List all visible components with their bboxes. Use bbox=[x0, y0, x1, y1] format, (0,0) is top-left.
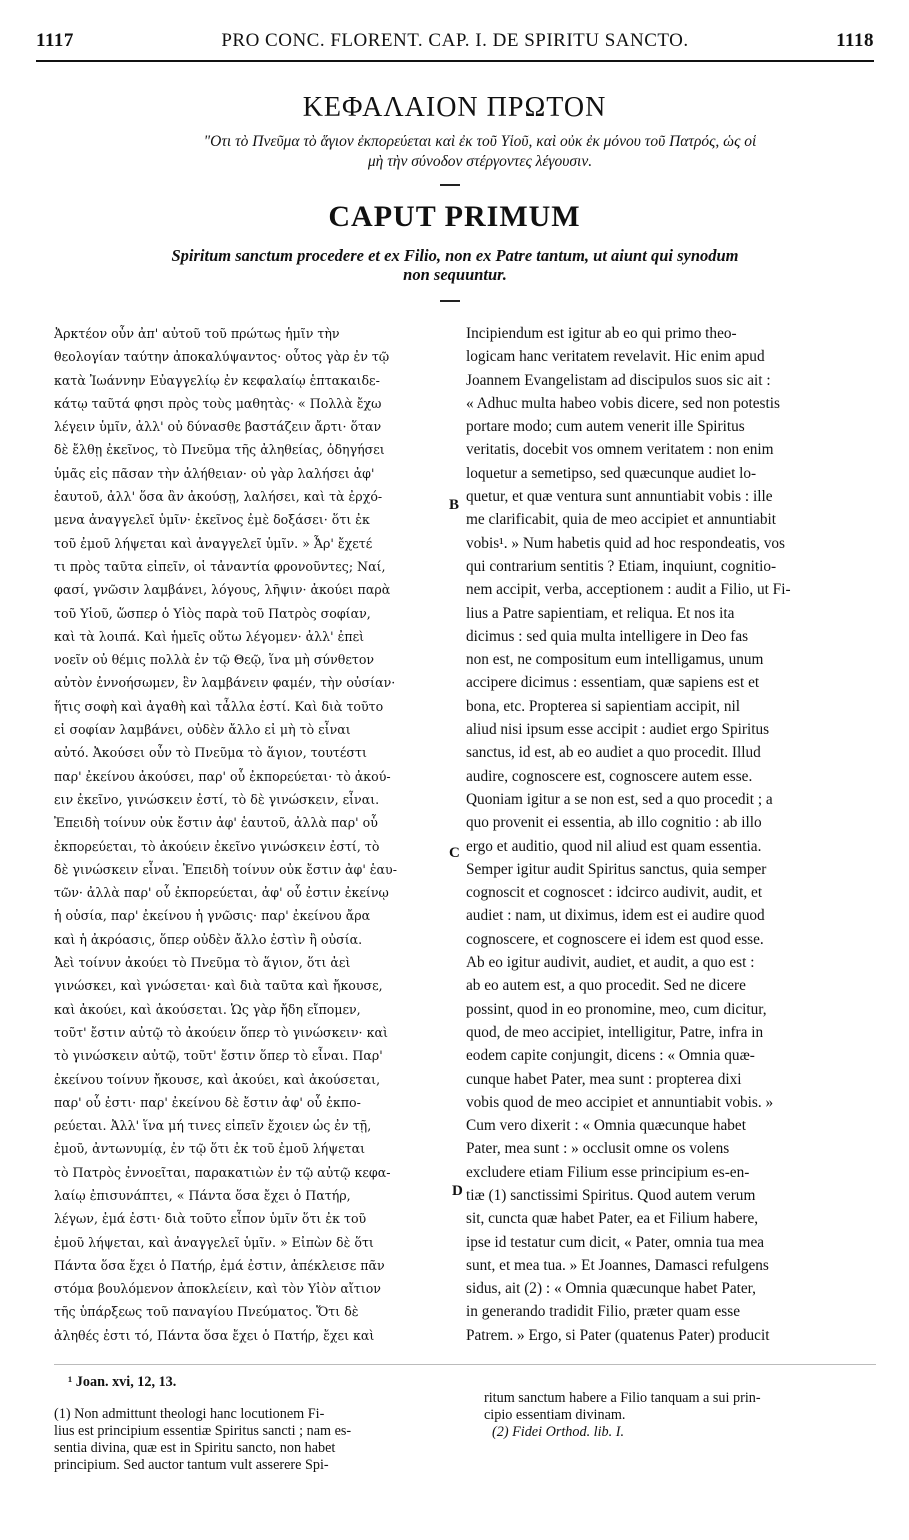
greek-text-line: καὶ ἀκούει, καὶ ἀκούσεται. Ὡς γὰρ ἤδη εἴπομεν, bbox=[54, 1001, 361, 1017]
greek-text-line: θεολογίαν ταύτην ἀποκαλύψαντος· οὗτος γὰρ ἐν τῷ bbox=[54, 349, 390, 365]
greek-text-line: ἀληθές ἐστι τό, Πάντα ὅσα ἔχει ὁ Πατήρ, ἔχει καὶ bbox=[54, 1327, 375, 1343]
latin-text-line: vobis quod de meo accipiet et annuntiabit vobis. » bbox=[466, 1093, 774, 1111]
greek-text-line: ἥτις σοφὴ καὶ ἀγαθὴ καὶ τἆλλα ἐστί. Καὶ διὰ τοῦτο bbox=[54, 698, 384, 714]
latin-text-line: lius a Patre sapientiam, et reliqua. Et nos ita bbox=[466, 604, 735, 622]
greek-text-line: τοῦ ἐμοῦ λήψεται καὶ ἀναγγελεῖ ὑμῖν. » Ἆρ' ἔχετέ bbox=[54, 535, 373, 551]
latin-text-line: logicam hanc veritatem revelavit. Hic enim apud bbox=[466, 348, 765, 366]
greek-text-line: φασί, γνῶσιν λαμβάνει, λόγους, λῆψιν· ἀκούει παρὰ bbox=[54, 582, 391, 598]
footnote-2: (2) Fidei Orthod. lib. I. bbox=[492, 1424, 625, 1440]
greek-text-line: μενα ἀναγγελεῖ ὑμῖν· ἐκεῖνος ἐμὲ δοξάσει· ὅτι ἐκ bbox=[54, 512, 370, 528]
greek-text-line: νοεῖν οὐ θέμις πολλὰ ἐν τῷ Θεῷ, ἵνα μὴ σύνθετον bbox=[54, 652, 375, 668]
greek-text-line: ἑαυτοῦ, ἀλλ' ὅσα ἂν ἀκούσῃ, λαλήσει, καὶ τὰ ἐρχό- bbox=[54, 489, 383, 505]
latin-text-line: accipere dicimus : essentiam, quæ sapiens est et bbox=[466, 674, 760, 692]
greek-subtitle-line: "Οτι τὸ Πνεῦμα τὸ ἅγιον ἐκπορεύεται καὶ ἐκ τοῦ Υἱοῦ, καὶ οὐκ ἐκ μόνου τοῦ Πατρός, ὡς οἱ bbox=[203, 133, 757, 150]
greek-chapter-subtitle bbox=[110, 132, 850, 172]
greek-text-line: κατὰ Ἰωάννην Εὐαγγελίῳ ἐν κεφαλαίῳ ἑπτακαιδε- bbox=[54, 372, 380, 388]
latin-text-line: quetur, et quæ ventura sunt annuntiabit vobis : ille bbox=[466, 488, 773, 506]
greek-scripture-footnote: ¹ Joan. xvi, 12, 13. bbox=[68, 1374, 177, 1390]
greek-text-line: αὐτό. Ἀκούσει οὖν τὸ Πνεῦμα τὸ ἅγιον, τουτέστι bbox=[54, 745, 367, 761]
greek-text-line: τὸ Πατρὸς ἐννοεῖται, παρακατιὼν ἐν τῷ αὐτῷ κεφα- bbox=[54, 1164, 391, 1180]
latin-chapter-title: CAPUT PRIMUM bbox=[328, 200, 581, 233]
latin-text-line: tiæ (1) sanctissimi Spiritus. Quod autem verum bbox=[466, 1186, 756, 1204]
greek-text-line: τι πρὸς ταῦτα εἰπεῖν, οἱ τἀναντία φρονοῦντες; Ναί, bbox=[54, 558, 386, 574]
section-dash bbox=[440, 300, 460, 302]
latin-subtitle-line: Spiritum sanctum procedere et ex Filio, non ex Patre tantum, ut aiunt qui synodum bbox=[171, 246, 739, 265]
latin-text-line: portare modo; cum autem venerit ille Spiritus bbox=[466, 418, 745, 436]
greek-text-line: ἐκπορεύεται, τὸ ἀκούειν ἐκεῖνο γινώσκειν ἐστί, τὸ bbox=[54, 838, 380, 854]
greek-text-line: γινώσκει, καὶ γνώσεται· καὶ διὰ ταῦτα καὶ ἤκουσε, bbox=[54, 978, 383, 994]
page-number-left: 1117 bbox=[36, 30, 74, 51]
section-dash bbox=[440, 184, 460, 186]
latin-text-line: sidus, ait (2) : « Omnia quæcunque habet Pater, bbox=[466, 1280, 756, 1298]
latin-text-line: audire, cognoscere est, cognoscere autem esse. bbox=[466, 767, 753, 785]
running-title: PRO CONC. FLORENT. CAP. I. DE SPIRITU SANCTO. bbox=[221, 30, 689, 51]
header-rule bbox=[36, 60, 874, 62]
latin-text-line: Quoniam igitur a se non est, sed a quo procedit ; a bbox=[466, 790, 773, 808]
latin-text-line: Cum vero dixerit : « Omnia quæcunque habet bbox=[466, 1117, 746, 1135]
greek-text-line: δὲ ἔλθῃ ἐκεῖνος, τὸ Πνεῦμα τῆς ἀληθείας, ὁδηγήσει bbox=[54, 442, 385, 458]
latin-chapter-subtitle bbox=[60, 246, 850, 284]
greek-text-line: Ἐπειδὴ τοίνυν οὐκ ἔστιν ἀφ' ἑαυτοῦ, ἀλλὰ παρ' οὗ bbox=[54, 815, 378, 831]
greek-text-line: ειν ἐκεῖνο, γινώσκειν ἐστί, τὸ δὲ γινώσκειν, εἶναι. bbox=[54, 791, 380, 807]
latin-text-line: « Adhuc multa habeo vobis dicere, sed non potestis bbox=[466, 394, 780, 412]
latin-text-line: possint, quod in eo pronomine, meo, cum dicitur, bbox=[466, 1000, 767, 1018]
footnote-line: ritum sanctum habere a Filio tanquam a sui prin- bbox=[484, 1390, 761, 1406]
latin-text-line: eodem capite conjungit, dicens : « Omnia quæ- bbox=[466, 1047, 755, 1065]
latin-text-line: sit, cuncta quæ habet Pater, ea et Filium habere, bbox=[466, 1210, 759, 1228]
greek-text-line: ἐμοῦ λήψεται, καὶ ἀναγγελεῖ ὑμῖν. » Εἰπὼν δὲ ὅτι bbox=[54, 1234, 374, 1250]
greek-text-line: λαίῳ ἐπισυνάπτει, « Πάντα ὅσα ἔχει ὁ Πατήρ, bbox=[54, 1187, 351, 1203]
footnote-1 bbox=[54, 1406, 444, 1474]
margin-letter-b: B bbox=[449, 497, 460, 513]
greek-text-line: στόμα βουλόμενον ἀποκλείειν, καὶ τὸν Υἱὸν αἴτιον bbox=[54, 1281, 381, 1297]
latin-text-line: audiet : nam, ut diximus, idem est ei audire quod bbox=[466, 907, 765, 925]
latin-subtitle-line: non sequuntur. bbox=[403, 265, 507, 284]
greek-text-line: Ἀρκτέον οὖν ἀπ' αὐτοῦ τοῦ πρώτως ἡμῖν τὴν bbox=[54, 326, 340, 341]
greek-text-line: καὶ τὰ λοιπά. Καὶ ἡμεῖς οὕτω λέγομεν· ἀλλ' ἐπεὶ bbox=[54, 628, 365, 644]
greek-text-line: παρ' ἐκείνου ἀκούσει, παρ' οὗ ἐκπορεύεται· τὸ ἀκού- bbox=[54, 768, 391, 784]
latin-text-line: loquetur a semetipso, sed quæcunque audiet lo- bbox=[466, 464, 757, 482]
latin-text-column bbox=[466, 322, 876, 1347]
latin-text-line: non est, ne compositum eum intelligamus, unum bbox=[466, 651, 764, 669]
latin-text-line: sunt, et mea tua. » Et Joannes, Damasci refulgens bbox=[466, 1256, 769, 1274]
latin-text-line: Incipiendum est igitur ab eo qui primo theo- bbox=[466, 325, 737, 342]
latin-text-line: vobis¹. » Num habetis quid ad hoc respondeatis, vos bbox=[466, 534, 785, 552]
running-head bbox=[36, 30, 874, 56]
latin-text-line: Joannem Evangelistam ad discipulos suos sic ait : bbox=[466, 371, 771, 389]
latin-text-line: cognoscere, et cognoscere ei idem est quod esse. bbox=[466, 930, 764, 948]
greek-text-line: κάτῳ ταῦτά φησι πρὸς τοὺς μαθητὰς· « Πολλὰ ἔχω bbox=[54, 395, 382, 411]
latin-text-line: qui contrarium sentitis ? Etiam, inquiunt, cognitio- bbox=[466, 557, 777, 575]
latin-text-line: Ab eo igitur audivit, audiet, et audit, a quo est : bbox=[466, 954, 755, 972]
greek-text-line: λέγειν ὑμῖν, ἀλλ' οὐ δύνασθε βαστάζειν ἄρτι· ὅταν bbox=[54, 419, 382, 435]
greek-text-line: τὸ γινώσκειν αὐτῷ, τοῦτ' ἔστιν ὅπερ τὸ εἶναι. Παρ' bbox=[54, 1048, 383, 1064]
footnote-1-continued bbox=[484, 1390, 874, 1424]
footnote-line: lius est principium essentiæ Spiritus sancti ; nam es- bbox=[54, 1423, 352, 1439]
latin-text-line: ipse id testatur cum dicit, « Pater, omnia tua mea bbox=[466, 1233, 765, 1251]
latin-text-line: quod, de meo accipiet, intelligitur, Patre, infra in bbox=[466, 1023, 764, 1041]
latin-text-line: dicimus : sed quia multa intelligere in Deo fas bbox=[466, 627, 749, 645]
greek-text-line: ρεύεται. Ἀλλ' ἵνα μή τινες εἰπεῖν ἔχοιεν ὡς ἐν τῇ, bbox=[54, 1118, 372, 1134]
greek-text-line: λέγων, ἐμά ἐστι· διὰ τοῦτο εἶπον ὑμῖν ὅτι ἐκ τοῦ bbox=[54, 1211, 367, 1227]
greek-subtitle-line: μὴ τὴν σύνοδον στέργοντες λέγουσιν. bbox=[367, 153, 593, 170]
footnote-line: sentia divina, quæ est in Spiritu sancto, non habet bbox=[54, 1440, 336, 1456]
greek-text-line: εἰ σοφίαν λαμβάνει, οὐδὲν ἄλλο εἰ μὴ τὸ εἶναι bbox=[54, 722, 351, 738]
footnote-line: (1) Non admittunt theologi hanc locutionem Fi- bbox=[54, 1406, 325, 1422]
latin-text-line: Semper igitur audit Spiritus sanctus, quia semper bbox=[466, 860, 767, 878]
footnote-rule bbox=[54, 1364, 876, 1365]
latin-text-line: bona, etc. Propterea si sapientiam accipit, nil bbox=[466, 697, 740, 715]
greek-text-line: τῆς ὑπάρξεως τοῦ παναγίου Πνεύματος. Ὅτι δὲ bbox=[54, 1304, 359, 1320]
greek-text-line: Ἀεὶ τοίνυν ἀκούει τὸ Πνεῦμα τὸ ἅγιον, ὅτι ἀεὶ bbox=[54, 955, 351, 971]
latin-text-line: me clarificabit, quia de meo accipiet et annuntiabit bbox=[466, 511, 777, 529]
latin-text-line: nem accipit, verba, acceptionem : audit a Filio, ut Fi- bbox=[466, 581, 791, 599]
greek-chapter-title: ΚΕΦΑΛΑΙΟΝ ΠΡΩΤΟΝ bbox=[302, 92, 607, 123]
latin-text-line: veritatis, docebit vos omnem veritatem : non enim bbox=[466, 441, 774, 459]
latin-text-line: cunque habet Pater, mea sunt : propterea dixi bbox=[466, 1070, 742, 1088]
greek-text-line: τῶν· ἀλλὰ παρ' οὗ ἐκπορεύεται, ἀφ' οὗ ἐστιν ἐκείνῳ bbox=[54, 885, 389, 901]
latin-text-line: excludere etiam Filium esse principium es-en- bbox=[466, 1163, 750, 1181]
greek-text-line: τοῦ Υἱοῦ, ὥσπερ ὁ Υἱὸς παρὰ τοῦ Πατρὸς σοφίαν, bbox=[54, 605, 371, 621]
greek-text-line: ἡ οὐσία, παρ' ἐκείνου ἡ γνῶσις· παρ' ἐκείνου ἄρα bbox=[54, 908, 371, 924]
latin-text-line: cognoscit et cognoscet : idcirco audivit, audit, et bbox=[466, 884, 763, 902]
latin-text-line: Pater, mea sunt : » occlusit omne os volens bbox=[466, 1140, 730, 1158]
greek-text-line: Πάντα ὅσα ἔχει ὁ Πατήρ, ἐμά ἐστιν, ἀπέκλεισε πᾶν bbox=[54, 1257, 385, 1273]
margin-letter-c: C bbox=[449, 845, 460, 861]
footnote-line: cipio essentiam divinam. bbox=[484, 1407, 626, 1423]
margin-letter-d: D bbox=[452, 1183, 463, 1199]
greek-text-line: αὐτὸν ἐννοήσωμεν, ἓν λαμβάνειν φαμέν, τὴν οὐσίαν· bbox=[54, 675, 396, 691]
latin-text-line: aliud nisi ipsum esse accipit : audiet ergo Spiritus bbox=[466, 721, 770, 739]
latin-text-line: ab eo autem est, a quo procedit. Sed ne dicere bbox=[466, 977, 746, 995]
page-number-right: 1118 bbox=[836, 30, 874, 51]
greek-text-column bbox=[54, 322, 444, 1347]
latin-text-line: ergo et auditio, quod nil aliud est quam essentia. bbox=[466, 837, 762, 855]
greek-text-line: ἐμοῦ, ἀντωνυμίᾳ, ἐν τῷ ὅτι ἐκ τοῦ ἐμοῦ λήψεται bbox=[54, 1141, 366, 1157]
footnote-line: principium. Sed auctor tantum vult asserere Spi- bbox=[54, 1457, 329, 1473]
greek-text-line: καὶ ἡ ἀκρόασις, ὅπερ οὐδὲν ἄλλο ἐστὶν ἢ οὐσία. bbox=[54, 931, 363, 947]
greek-text-line: δὲ γινώσκειν εἶναι. Ἐπειδὴ τοίνυν οὐκ ἔστιν ἀφ' ἑαυ- bbox=[54, 861, 397, 877]
latin-text-line: in generando tradidit Filio, præter quam esse bbox=[466, 1303, 741, 1321]
latin-text-line: Patrem. » Ergo, si Pater (quatenus Pater) producit bbox=[466, 1326, 770, 1344]
latin-text-line: quo provenit ei essentia, ab illo cognitio : ab illo bbox=[466, 814, 762, 832]
greek-text-line: παρ' οὗ ἐστι· παρ' ἐκείνου δὲ ἔστιν ἀφ' οὗ ἐκπο- bbox=[54, 1094, 361, 1110]
greek-text-line: ὑμᾶς εἰς πᾶσαν τὴν ἀλήθειαν· οὐ γὰρ λαλήσει ἀφ' bbox=[54, 465, 375, 481]
latin-text-line: sanctus, id est, ab eo audiet a quo procedit. Illud bbox=[466, 744, 761, 762]
greek-text-line: τοῦτ' ἔστιν αὐτῷ τὸ ἀκούειν ὅπερ τὸ γινώσκειν· καὶ bbox=[54, 1024, 388, 1040]
greek-text-line: ἐκείνου τοίνυν ἤκουσε, καὶ ἀκούει, καὶ ἀκούσεται, bbox=[54, 1071, 381, 1087]
